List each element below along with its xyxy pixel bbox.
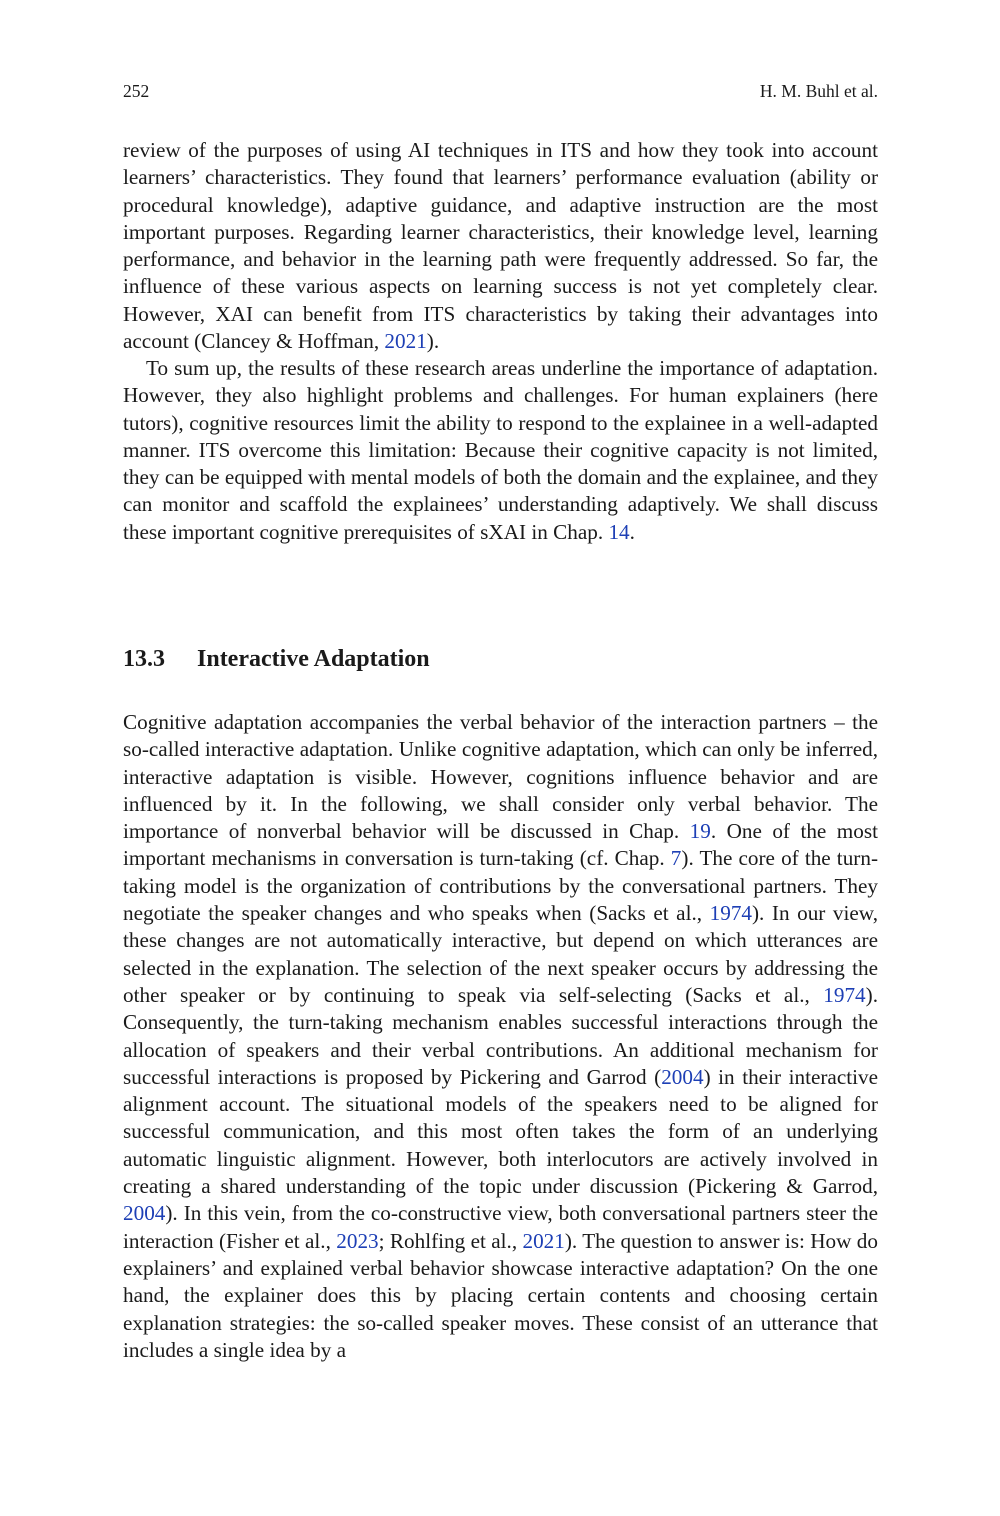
chapter-link[interactable]: 14	[608, 519, 630, 544]
citation-link[interactable]: 2004	[661, 1064, 704, 1089]
text-run: ; Rohlfing et al.,	[378, 1228, 523, 1253]
citation-link[interactable]: 2021	[384, 329, 427, 354]
text-run: Cognitive adaptation accompanies the verbal behavior of the interaction partners – the so-called interactive adaptation. Unlike cognitive adaptation, which can only be inferred, interactive adaptation is visible. However, cognitions influence behavior and are influenced by it. In the following, we shall consider only verbal behavior. The importance of nonverbal behavior will be discussed in Chap.	[123, 710, 878, 844]
citation-link[interactable]: 1974	[823, 982, 866, 1007]
text-run: . One of the most important mechanisms in conversation is turn-taking (cf. Chap.	[123, 819, 878, 871]
chapter-link[interactable]: 19	[689, 819, 711, 844]
running-header	[123, 79, 878, 103]
citation-link[interactable]: 2021	[522, 1228, 565, 1253]
chapter-link[interactable]: 7	[670, 846, 682, 871]
citation-link[interactable]: 2004	[123, 1201, 166, 1226]
text-run: ).	[426, 329, 440, 354]
text-run: ) in their interactive alignment account. The situational models of the speakers need to be aligned for successful communication, and this most often takes the form of an underlying automatic linguistic alignment. However, both interlocutors are actively involved in creating a shared understanding of the topic under discussion (Pickering & Garrod,	[123, 1064, 878, 1199]
paragraph-its-review	[123, 137, 878, 355]
running-head-authors: H. M. Buhl et al.	[759, 81, 878, 101]
page-number: 252	[123, 81, 150, 101]
paragraph-interactive-adaptation	[123, 709, 878, 1364]
citation-link[interactable]: 1974	[709, 901, 752, 926]
text-run: ). The question to answer is: How do explainers’ and explained verbal behavior showcase interactive adaptation? On the one hand, the explainer does this by placing certain contents and choosing certain explanation strategies: the so-called speaker moves. These consist of an utterance that includes a single idea by a	[123, 1228, 878, 1362]
text-run: ). Consequently, the turn-taking mechanism enables successful interactions through the allocation of speakers and their verbal contributions. An additional mechanism for successful interactions is proposed by Pickering and Garrod (	[123, 982, 878, 1089]
section-title: Interactive Adaptation	[197, 646, 430, 672]
citation-link[interactable]: 2023	[336, 1228, 379, 1253]
paragraph-summary	[123, 355, 878, 546]
text-run: .	[629, 519, 635, 544]
section-heading	[123, 643, 430, 675]
text-run: To sum up, the results of these research areas underline the importance of adaptation. However, they also highlight problems and challenges. For human explainers (here tutors), cognitive resources limit the ability to respond to the explainee in a well-adapted manner. ITS overcome this limitation: Because their cognitive capacity is not limited, they can be equipped with mental models of both the domain and the explainee, and they can monitor and scaffold the explainees’ understanding adaptively. We shall discuss these important cognitive prerequisites of sXAI in Chap.	[123, 356, 878, 544]
section-number: 13.3	[123, 646, 165, 672]
text-run: ). In our view, these changes are not automatically interactive, but depend on which utterances are selected in the explanation. The selection of the next speaker occurs by addressing the other speaker or by continuing to speak via self-selecting (Sacks et al.,	[123, 901, 878, 1007]
text-run: ). The core of the turn-taking model is the organization of contributions by the conversational partners. They negotiate the speaker changes and who speaks when (Sacks et al.,	[123, 846, 878, 926]
text-run: review of the purposes of using AI techniques in ITS and how they took into account learners’ characteristics. They found that learners’ performance evaluation (ability or procedural knowledge), adaptive guidance, and adaptive instruction are the most important purposes. Regarding learner characteristics, their knowledge level, learning performance, and behavior in the learning path were frequently addressed. So far, the influence of these various aspects on learning success is not yet completely clear. However, XAI can benefit from ITS characteristics by taking their advantages into account (Clancey & Hoffman,	[123, 138, 878, 354]
text-run: ). In this vein, from the co-constructive view, both conversational partners steer the interaction (Fisher et al.,	[123, 1201, 878, 1253]
